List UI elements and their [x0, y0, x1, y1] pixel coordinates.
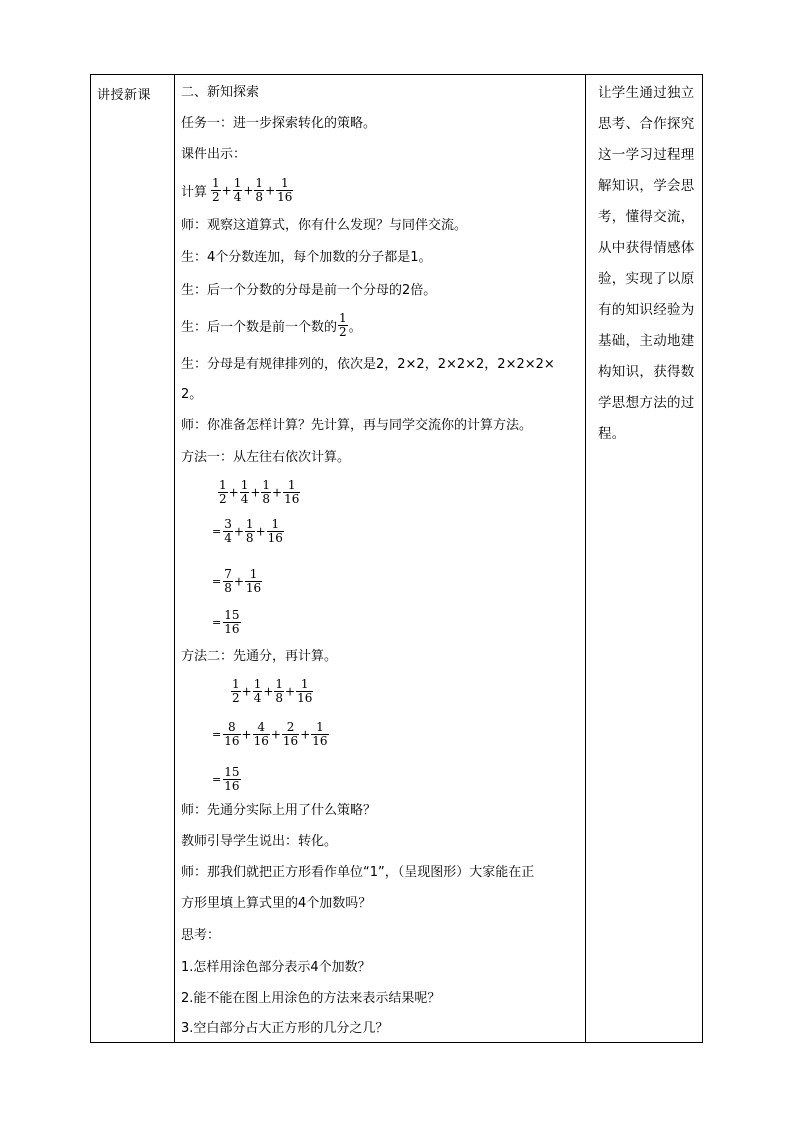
plus-sign: + — [221, 183, 232, 197]
teacher-question: 师：那我们就把正方形看作单位“1”，（呈现图形）大家能在正 — [181, 865, 535, 880]
plus-sign: + — [233, 524, 244, 538]
method2-step: = $\frac{8}{16}$ + $\frac{4}{16}$ + $\frac{2}{16}$ + $\frac{1}{16}$ — [212, 719, 328, 748]
fraction: $\frac{2}{16}$ — [282, 719, 299, 748]
plus-sign: + — [255, 524, 266, 538]
column-divider — [585, 75, 586, 1042]
fraction: $\frac{1}{8}$ — [275, 676, 284, 705]
task-title: 任务一：进一步探索转化的策略。 — [181, 116, 377, 131]
courseware-label: 课件出示： — [181, 147, 247, 162]
fraction: $\frac{1}{2}$ — [339, 310, 347, 339]
design-intent-line: 基础，主动地建 — [598, 333, 695, 349]
student-answer-cont: 2。 — [181, 387, 203, 402]
design-intent-line: 让学生通过独立 — [598, 85, 695, 101]
design-intent-line: 有的知识经验为 — [598, 302, 695, 318]
fraction: $\frac{1}{2}$ — [219, 477, 227, 506]
teacher-question-cont: 方形里填上算式里的4个加数吗？ — [181, 896, 372, 911]
method1-step: = $\frac{7}{8}$ + $\frac{1}{16}$ — [212, 566, 262, 595]
plus-sign: + — [270, 727, 281, 741]
design-intent-line: 解知识，学会思 — [598, 178, 695, 194]
teacher-question: 师：观察这道算式，你有什么发现？与同伴交流。 — [181, 218, 468, 233]
method2-step: = $\frac{15}{16}$ — [212, 764, 240, 793]
column-divider — [174, 75, 175, 1042]
fraction: $\frac{1}{16}$ — [267, 516, 283, 545]
calc-expression — [181, 171, 294, 209]
plus-sign: + — [300, 727, 311, 741]
plus-sign: + — [265, 183, 276, 197]
student-answer: 生：4个分数连加，每个加数的分子都是1。 — [181, 250, 432, 265]
fraction: $\frac{1}{8}$ — [245, 516, 254, 545]
plus-sign: + — [233, 574, 244, 588]
plus-sign: + — [250, 485, 261, 499]
fraction: $\frac{8}{16}$ — [224, 719, 240, 748]
student-answer: 生：后一个分数的分母是前一个分母的2倍。 — [181, 283, 437, 298]
fraction: $\frac{1}{16}$ — [284, 477, 300, 506]
student-answer: 生：分母是有规律排列的，依次是2，2×2，2×2×2，2×2×2× — [181, 357, 555, 372]
design-intent-line: 这一学习过程理 — [598, 147, 695, 163]
think-label: 思考： — [181, 928, 221, 943]
design-intent-line: 程。 — [598, 426, 626, 442]
fraction: $\frac{1}{16}$ — [312, 719, 328, 748]
answer-text: 生：后一个数是前一个数的 — [181, 319, 338, 335]
fraction: $\frac{15}{16}$ — [224, 607, 240, 636]
fraction: $\frac{15}{16}$ — [224, 764, 240, 793]
method1-step: = $\frac{3}{4}$ + $\frac{1}{8}$ + $\frac{1}{16}$ — [212, 516, 283, 545]
design-intent-line: 思考、合作探究 — [598, 116, 695, 132]
design-intent-line: 从中获得情感体 — [598, 240, 695, 256]
method2-step — [230, 672, 314, 710]
fraction: $\frac{1}{8}$ — [255, 175, 264, 204]
method1-step: = $\frac{15}{16}$ — [212, 607, 240, 636]
plus-sign: + — [241, 727, 252, 741]
fraction: $\frac{4}{16}$ — [253, 719, 269, 748]
plus-sign: + — [243, 183, 254, 197]
plus-sign: + — [228, 485, 239, 499]
lesson-table — [90, 74, 703, 1043]
method1-step — [217, 473, 301, 511]
fraction: $\frac{1}{8}$ — [262, 477, 271, 506]
design-intent-line: 构知识，获得数 — [598, 364, 695, 380]
fraction: $\frac{1}{4}$ — [240, 477, 249, 506]
fraction: $\frac{1}{2}$ — [232, 676, 240, 705]
teacher-question: 师：你准备怎样计算？先计算，再与同学交流你的计算方法。 — [181, 418, 533, 433]
plus-sign: + — [272, 485, 283, 499]
calc-label: 计算 — [181, 184, 208, 200]
plus-sign: + — [263, 684, 274, 698]
guide-text: 教师引导学生说出：转化。 — [181, 834, 338, 849]
plus-sign: + — [241, 684, 252, 698]
expression — [210, 177, 294, 204]
design-intent-line: 考，懂得交流， — [598, 209, 695, 225]
teacher-question: 师：先通分实际上用了什么策略？ — [181, 803, 377, 818]
heading: 二、新知探索 — [181, 85, 260, 100]
student-answer: 生：后一个数是前一个数的 $\frac{1}{2}$ 。 — [181, 310, 362, 339]
fraction: $\frac{3}{4}$ — [224, 516, 232, 545]
fraction: $\frac{1}{2}$ — [212, 175, 220, 204]
fraction: $\frac{7}{8}$ — [224, 566, 232, 595]
section-label: 讲授新课 — [97, 88, 152, 103]
think-question: 3.空白部分占大正方形的几分之几？ — [181, 1021, 389, 1036]
method-title: 方法一：从左往右依次计算。 — [181, 450, 351, 465]
plus-sign: + — [285, 684, 296, 698]
fraction: $\frac{1}{4}$ — [253, 676, 262, 705]
think-question: 1.怎样用涂色部分表示4个加数？ — [181, 960, 371, 975]
design-intent-line: 验，实现了以原 — [598, 271, 695, 287]
fraction: $\frac{1}{16}$ — [245, 566, 262, 595]
fraction: $\frac{1}{16}$ — [277, 175, 293, 204]
method-title: 方法二：先通分，再计算。 — [181, 649, 338, 664]
think-question: 2.能不能在图上用涂色的方法来表示结果呢？ — [181, 991, 441, 1006]
fraction: $\frac{1}{16}$ — [297, 676, 313, 705]
design-intent-line: 学思想方法的过 — [598, 395, 695, 411]
fraction: $\frac{1}{4}$ — [233, 175, 242, 204]
